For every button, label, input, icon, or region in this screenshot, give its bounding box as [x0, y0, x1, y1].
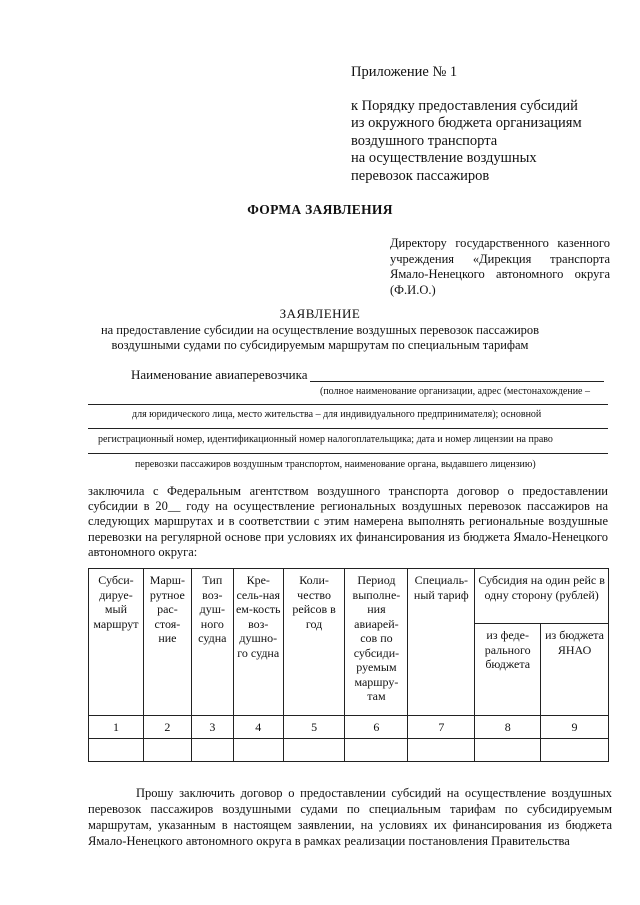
header-flights-per-year: Коли-чество рейсов в год [283, 569, 345, 716]
application-subtitle-line: воздушными судами по субсидируемым маршрутам по специальным тарифам [111, 338, 529, 352]
appendix-line: из окружного бюджета организациям [351, 115, 582, 131]
appendix-line: перевозок пассажиров [351, 167, 490, 184]
appendix-block [351, 64, 582, 185]
table-cell[interactable] [191, 739, 233, 762]
carrier-name-line[interactable] [88, 453, 608, 454]
carrier-caption: перевозки пассажиров воздушным транспортом, наименование органа, выдавшего лицензию) [135, 459, 536, 470]
carrier-name-line[interactable] [310, 381, 604, 382]
table-cell[interactable] [345, 739, 408, 762]
header-yanao-budget: из бюджета ЯНАО [541, 624, 609, 716]
closing-paragraph [88, 785, 612, 849]
table-cell[interactable] [143, 739, 191, 762]
header-period: Период выполне-ния авиарей-сов по субсиди-руемым маршру-там [345, 569, 408, 716]
form-title: ФОРМА ЗАЯВЛЕНИЯ [247, 202, 393, 217]
column-number: 7 [408, 716, 475, 739]
carrier-caption: (полное наименование организации, адрес (местонахождение – [320, 386, 590, 397]
table-cell[interactable] [89, 739, 144, 762]
subsidy-routes-table [88, 568, 609, 762]
header-route: Субси-дируе-мый маршрут [89, 569, 144, 716]
application-subtitle [70, 323, 570, 353]
header-special-tariff: Специаль-ный тариф [408, 569, 475, 716]
table-cell[interactable] [233, 739, 283, 762]
carrier-caption: регистрационный номер, идентификационный номер налогоплательщика; дата и номер лицензии на право [98, 434, 553, 445]
column-number: 2 [143, 716, 191, 739]
header-federal-budget: из феде-рального бюджета [475, 624, 541, 716]
column-number: 8 [475, 716, 541, 739]
application-subtitle-line: на предоставление субсидии на осуществление воздушных перевозок пассажиров [100, 323, 540, 337]
application-title: ЗАЯВЛЕНИЕ [279, 306, 361, 321]
closing-paragraph-text: Прошу заключить договор о предоставлении субсидий на осуществление воздушных перевозок пассажиров воздушными судами по специальным тарифам по субсидируемым маршрутам, указанным в настоящем заявлении, на условиях их финансирования из бюджета Ямало-Ненецкого автономного округа в рамках реализации постановления Правительства [88, 786, 612, 848]
header-subsidy-group: Субсидия на один рейс в одну сторону (рублей) [475, 569, 609, 624]
carrier-caption: для юридического лица, место жительства – для индивидуального предпринимателя); основной [132, 409, 542, 420]
column-number: 9 [541, 716, 609, 739]
table-cell[interactable] [541, 739, 609, 762]
appendix-number: Приложение № 1 [351, 64, 458, 80]
header-distance: Марш-рутное рас-стоя-ние [143, 569, 191, 716]
column-number: 1 [89, 716, 144, 739]
table-cell[interactable] [283, 739, 345, 762]
header-seat-capacity: Кре-сель-ная ем-кость воз-душно-го судна [233, 569, 283, 716]
carrier-name-label: Наименование авиаперевозчика [131, 367, 308, 382]
column-number: 4 [233, 716, 283, 739]
appendix-line: к Порядку предоставления субсидий [351, 97, 578, 114]
table-cell[interactable] [475, 739, 541, 762]
carrier-name-line[interactable] [88, 428, 608, 429]
column-number: 5 [283, 716, 345, 739]
addressee-block: Директору государственного казенного учреждения «Дирекция транспорта Ямало-Ненецкого автономного округа (Ф.И.О.) [390, 236, 610, 297]
appendix-line: воздушного транспорта [351, 132, 498, 149]
appendix-line: на осуществление воздушных [351, 150, 537, 166]
carrier-name-line[interactable] [88, 404, 608, 405]
header-aircraft-type: Тип воз-душ-ного судна [191, 569, 233, 716]
column-number: 3 [191, 716, 233, 739]
column-number: 6 [345, 716, 408, 739]
table-cell[interactable] [408, 739, 475, 762]
body-paragraph: заключила с Федеральным агентством воздушного транспорта договор о предоставлении субсидии в 20__ году на осуществление региональных воздушных перевозок пассажиров на следующих маршрутах и в соответствии с этим намерена выполнять региональные воздушные перевозки на регулярной основе при условиях их финансирования из бюджета Ямало-Ненецкого автономного округа: [88, 484, 608, 559]
